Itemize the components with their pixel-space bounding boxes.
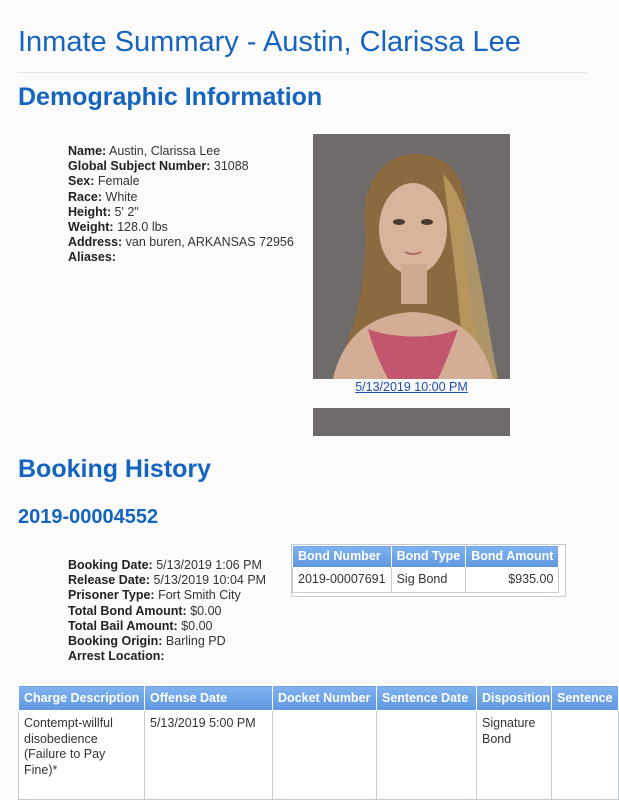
field-booking-origin [68, 634, 266, 649]
booking-fields [68, 558, 266, 664]
table-row [293, 568, 559, 593]
field-aliases [68, 250, 294, 265]
field-label: Booking Origin: [68, 634, 163, 649]
bond-table [292, 545, 559, 593]
charges-col-disposition[interactable]: Disposition [477, 686, 552, 711]
field-label: Name: [68, 144, 107, 158]
demographic-fields [68, 144, 294, 266]
field-value: 31088 [213, 159, 249, 174]
field-value: 5' 2" [114, 204, 139, 219]
field-prisoner-type [68, 588, 266, 603]
field-race [68, 190, 294, 205]
field-arrest-location [68, 649, 266, 664]
mugshot-image [313, 134, 510, 379]
field-label: Race: [68, 189, 103, 204]
bond-number-cell: 2019-00007691 [293, 568, 392, 593]
field-weight [68, 220, 294, 235]
field-release-date [68, 573, 266, 588]
charges-col-docket-number[interactable]: Docket Number [273, 686, 377, 711]
title-divider [18, 72, 587, 73]
bond-type-cell: Sig Bond [391, 568, 466, 593]
docket-number-cell [273, 711, 377, 800]
field-label: Weight: [68, 220, 114, 235]
charges-header-row [19, 686, 619, 711]
bond-col-type: Bond Type [391, 546, 466, 568]
disposition-cell: Signature Bond [477, 711, 552, 800]
booking-number: 2019-00004552 [18, 506, 159, 528]
demographic-heading: Demographic Information [18, 83, 323, 111]
field-total-bond-amount [68, 604, 266, 619]
field-value: 128.0 lbs [117, 220, 168, 235]
charges-col-description[interactable]: Charge Description [19, 686, 145, 711]
field-label: Height: [68, 204, 112, 219]
bond-col-number: Bond Number [293, 546, 392, 568]
field-booking-date [68, 558, 266, 573]
field-label: Total Bail Amount: [68, 618, 178, 633]
field-label: Total Bond Amount: [68, 603, 187, 618]
field-total-bail-amount [68, 619, 266, 634]
field-label: Booking Date: [68, 558, 153, 572]
sentence-cell [552, 711, 619, 800]
charges-table-container[interactable] [18, 685, 613, 800]
field-value: $0.00 [190, 603, 222, 618]
field-label: Release Date: [68, 573, 150, 588]
bond-header-row [293, 546, 559, 568]
mugshot-photo[interactable] [313, 134, 510, 379]
field-height [68, 205, 294, 220]
field-label: Aliases: [68, 250, 116, 265]
field-label: Arrest Location: [68, 649, 165, 664]
booking-history-heading: Booking History [18, 455, 212, 483]
field-label: Sex: [68, 174, 95, 189]
charges-table [18, 685, 619, 800]
field-value: 5/13/2019 1:06 PM [156, 558, 262, 572]
page-title: Inmate Summary - Austin, Clarissa Lee [18, 26, 521, 58]
charges-col-sentence-date[interactable]: Sentence Date [377, 686, 477, 711]
charges-col-offense-date[interactable]: Offense Date [145, 686, 273, 711]
photo-strip [313, 408, 510, 436]
field-value: 5/13/2019 10:04 PM [153, 573, 267, 588]
field-name [68, 144, 294, 159]
field-address [68, 235, 294, 250]
field-value: White [105, 189, 138, 204]
photo-date-link[interactable]: 5/13/2019 10:00 PM [355, 380, 468, 394]
offense-date-cell: 5/13/2019 5:00 PM [145, 711, 273, 800]
charges-col-sentence[interactable]: Sentence [552, 686, 619, 711]
field-global-subject-number [68, 159, 294, 174]
field-sex [68, 174, 294, 189]
field-label: Address: [68, 235, 123, 250]
charge-description-cell: Contempt-willful disobedience (Failure to Pay Fine)* [19, 711, 145, 800]
field-value: Fort Smith City [158, 588, 241, 603]
field-value: $0.00 [181, 618, 213, 633]
field-value: Barling PD [165, 634, 226, 649]
sentence-date-cell [377, 711, 477, 800]
field-value: Female [97, 174, 140, 189]
field-value: Austin, Clarissa Lee [109, 144, 221, 158]
bond-col-amount: Bond Amount [466, 546, 559, 568]
field-value: van buren, ARKANSAS 72956 [125, 235, 294, 250]
field-label: Prisoner Type: [68, 588, 155, 603]
table-row [19, 711, 619, 800]
bond-amount-cell: $935.00 [466, 568, 559, 593]
field-label: Global Subject Number: [68, 159, 211, 174]
